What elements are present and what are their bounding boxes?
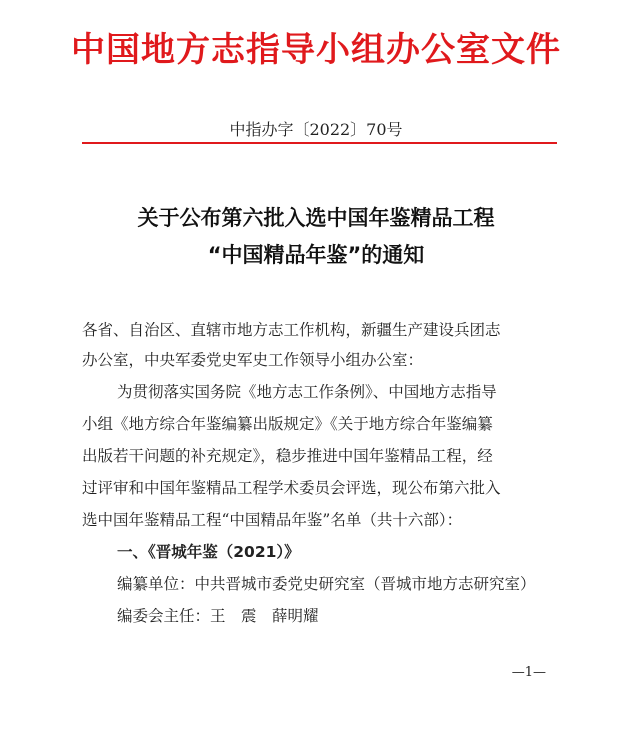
page-number: —1— — [511, 665, 546, 680]
paragraph-line-4: 过评审和中国年鉴精品工程学术委员会评选，现公布第六批入 — [82, 479, 501, 497]
notice-title — [0, 200, 632, 274]
paragraph-line-1: 为贯彻落实国务院《地方志工作条例》、中国地方志指导 — [117, 383, 497, 401]
notice-title-line-1: 关于公布第六批入选中国年鉴精品工程 — [137, 206, 495, 230]
editorial-chief: 编委会主任：王 震 薛明耀 — [117, 607, 319, 625]
notice-title-line-2: “中国精品年鉴”的通知 — [207, 243, 425, 267]
office-file-title: 中国地方志指导小组办公室文件 — [71, 30, 561, 70]
list-item-title: 一、《晋城年鉴（2021）》 — [117, 543, 300, 561]
compiling-unit: 编纂单位：中共晋城市委党史研究室（晋城市地方志研究室） — [117, 575, 536, 593]
address-line-2: 办公室，中央军委党史军史工作领导小组办公室： — [82, 351, 424, 369]
red-divider — [82, 142, 557, 144]
paragraph-line-3: 出版若干问题的补充规定》，稳步推进中国年鉴精品工程，经 — [82, 447, 493, 465]
address-line-1: 各省、自治区、直辖市地方志工作机构，新疆生产建设兵团志 — [82, 321, 501, 339]
paragraph-line-5: 选中国年鉴精品工程“中国精品年鉴”名单（共十六部）： — [82, 511, 463, 529]
paragraph-line-2: 小组《地方综合年鉴编纂出版规定》《关于地方综合年鉴编纂 — [82, 415, 493, 433]
document-number: 中指办字〔2022〕70号 — [229, 120, 403, 139]
